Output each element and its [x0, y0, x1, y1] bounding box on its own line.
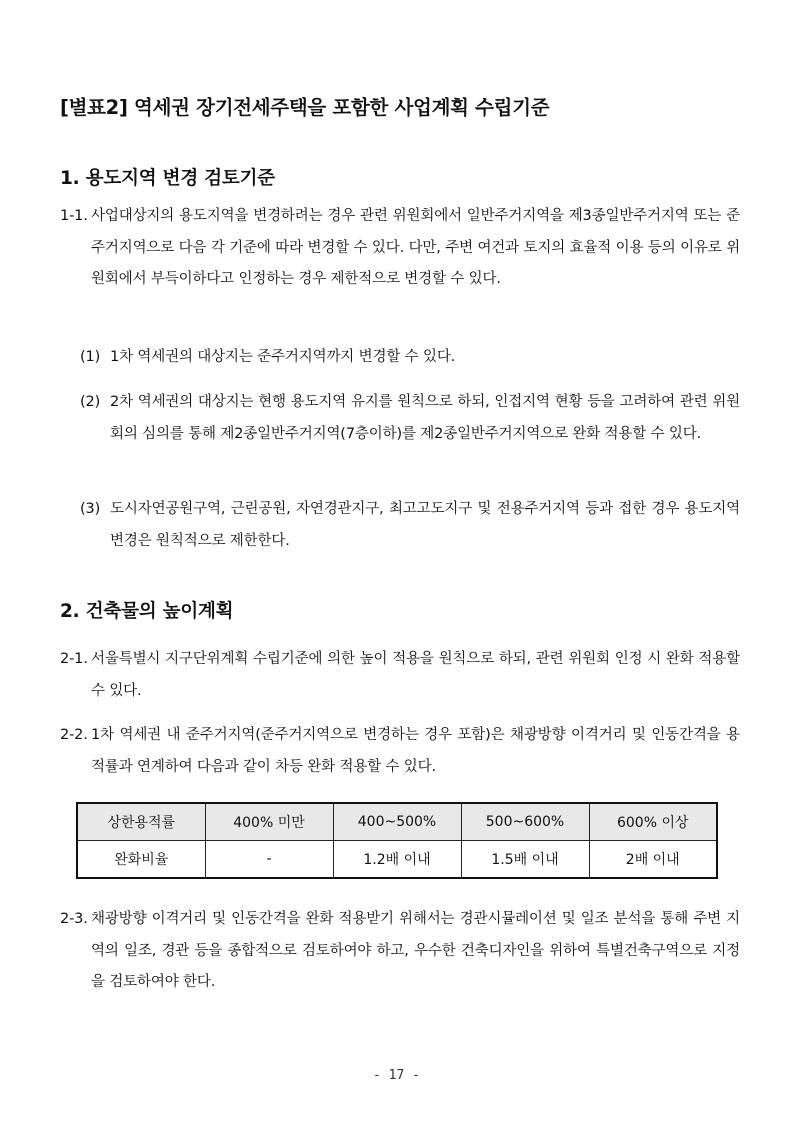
item-2-2: [60, 720, 740, 783]
item-label: 2-1.: [60, 651, 88, 667]
subitem-1: [80, 342, 740, 374]
section2-heading: 2. 건축물의 높이계획: [60, 601, 234, 622]
table-header-cell: 500~600%: [461, 803, 589, 841]
item-1-1: [60, 201, 740, 296]
subitem-label: (2): [80, 394, 101, 410]
table-header-row: [77, 803, 717, 841]
item-text: 사업대상지의 용도지역을 변경하려는 경우 관련 위원회에서 일반주거지역을 제3종일반주거지역 또는 준주거지역으로 다음 각 기준에 따라 변경할 수 있다. 다만, 주변 여건과 토지의 효율적 이용 등의 이유로 위원회에서 부득이하다고 인정하는 경우 제한적으로 변경할 수 있다.: [91, 208, 740, 287]
table-header-cell: 600% 이상: [589, 803, 717, 841]
page-title: [별표2] 역세권 장기전세주택을 포함한 사업계획 수립기준: [60, 96, 550, 119]
subitem-text: 도시자연공원구역, 근린공원, 자연경관지구, 최고고도지구 및 전용주거지역 등과 접한 경우 용도지역 변경은 원칙적으로 제한한다.: [110, 501, 740, 549]
subitem-3: [80, 494, 740, 557]
relaxation-table: [76, 802, 718, 879]
table-cell: 완화비율: [77, 841, 205, 879]
item-text: 1차 역세권 내 준주거지역(준주거지역으로 변경하는 경우 포함)은 채광방향 이격거리 및 인동간격을 용적률과 연계하여 다음과 같이 차등 완화 적용할 수 있다.: [91, 727, 740, 775]
table-row: [77, 841, 717, 879]
table-cell: 1.2배 이내: [333, 841, 461, 879]
item-text: 서울특별시 지구단위계획 수립기준에 의한 높이 적용을 원칙으로 하되, 관련 위원회 인정 시 완화 적용할 수 있다.: [91, 651, 740, 699]
table-cell: 2배 이내: [589, 841, 717, 879]
subitem-label: (1): [80, 349, 101, 365]
item-text: 채광방향 이격거리 및 인동간격을 완화 적용받기 위해서는 경관시뮬레이션 및 일조 분석을 통해 주변 지역의 일조, 경관 등을 종합적으로 검토하여야 하고, 우수한 건축디자인을 위하여 특별건축구역으로 지정을 검토하여야 한다.: [91, 911, 740, 990]
table-header-cell: 400% 미만: [205, 803, 333, 841]
item-label: 2-2.: [60, 727, 88, 743]
table-header-cell: 상한용적률: [77, 803, 205, 841]
item-2-1: [60, 644, 740, 707]
subitem-text: 2차 역세권의 대상지는 현행 용도지역 유지를 원칙으로 하되, 인접지역 현황 등을 고려하여 관련 위원회의 심의를 통해 제2종일반주거지역(7층이하)를 제2종일반주거지역으로 완화 적용할 수 있다.: [110, 394, 740, 442]
item-2-3: [60, 904, 740, 999]
page-number: - 17 -: [373, 1068, 420, 1083]
subitem-2: [80, 387, 740, 450]
item-label: 1-1.: [60, 208, 88, 224]
table-cell: 1.5배 이내: [461, 841, 589, 879]
section1-heading: 1. 용도지역 변경 검토기준: [60, 168, 275, 189]
table-cell: -: [205, 841, 333, 879]
table-header-cell: 400~500%: [333, 803, 461, 841]
subitem-text: 1차 역세권의 대상지는 준주거지역까지 변경할 수 있다.: [110, 349, 456, 365]
subitem-label: (3): [80, 501, 101, 517]
item-label: 2-3.: [60, 911, 88, 927]
